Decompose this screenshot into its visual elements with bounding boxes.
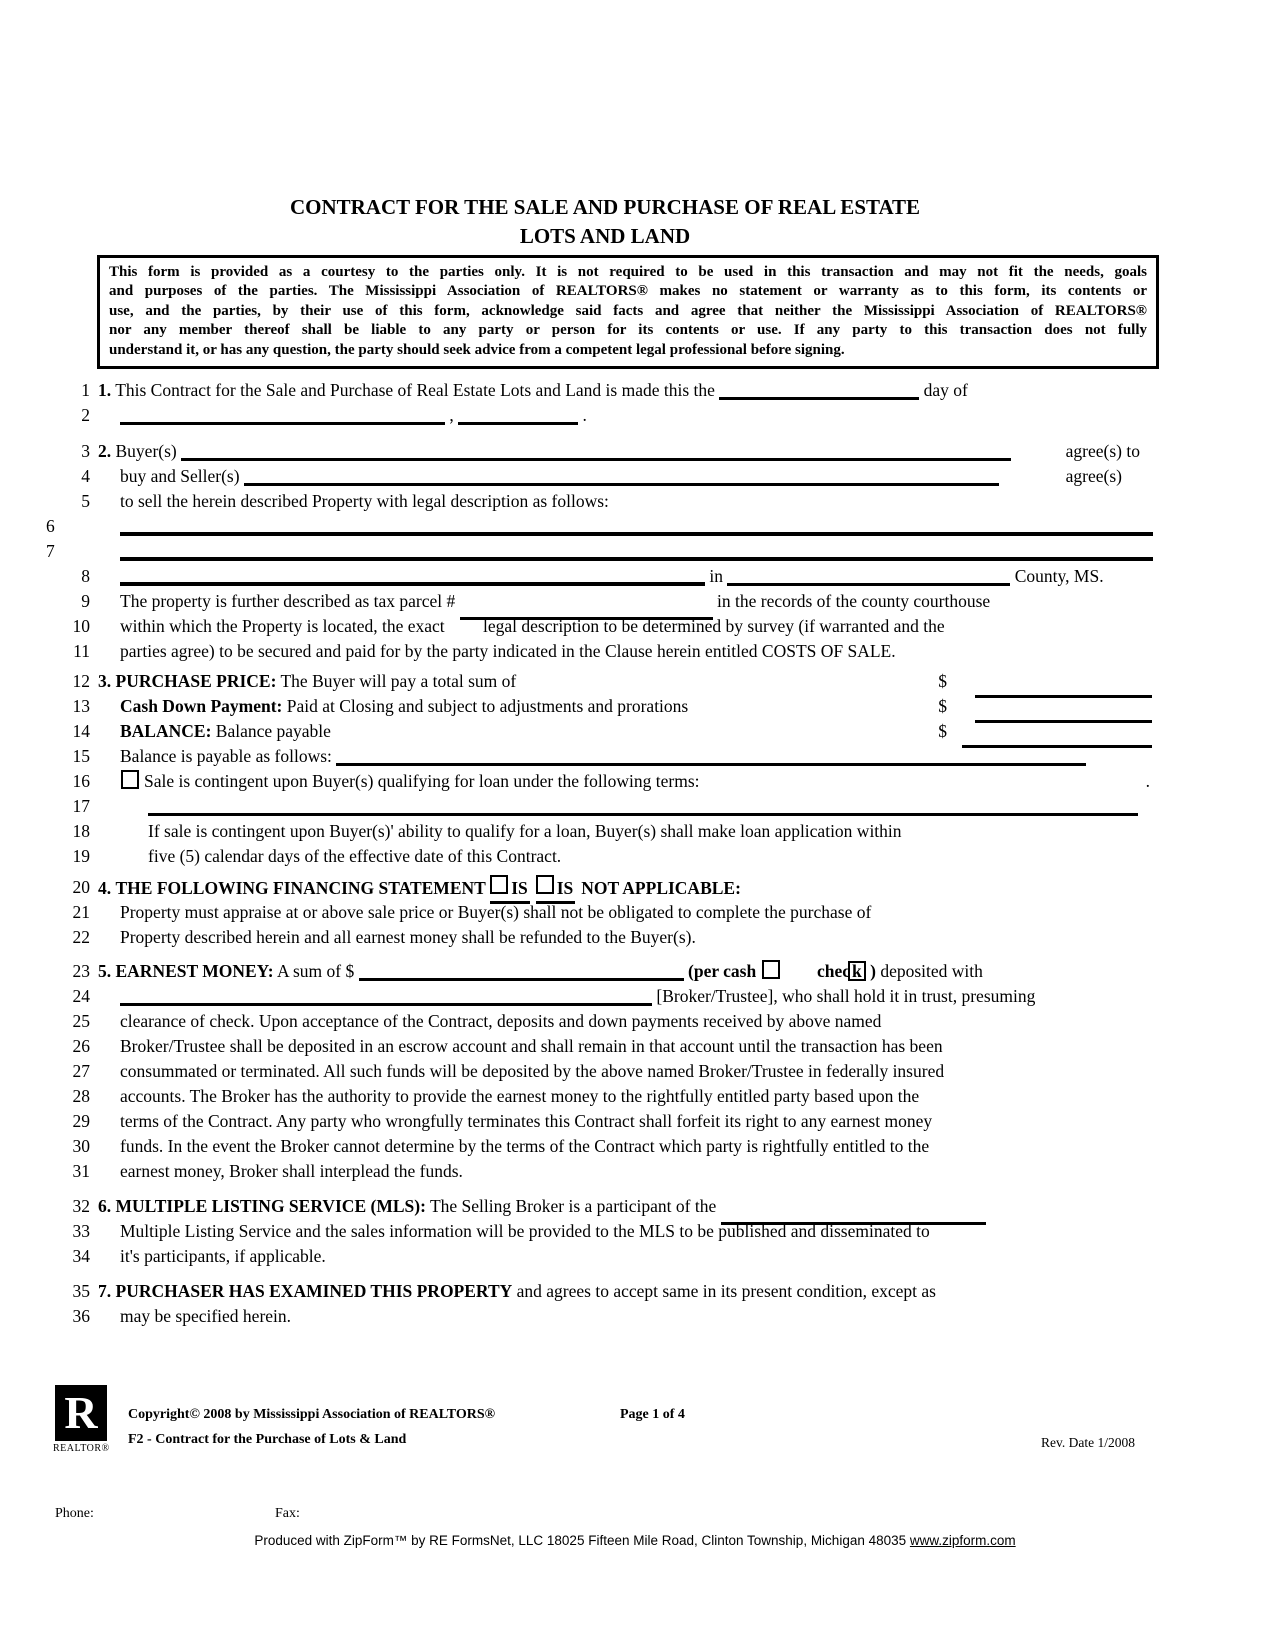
clause-text: in the records of the county courthouse bbox=[717, 591, 991, 611]
title-line-2: LOTS AND LAND bbox=[519, 224, 691, 248]
form-name: F2 - Contract for the Purchase of Lots & Land bbox=[128, 1432, 407, 1447]
clause-text: Balance payable bbox=[215, 721, 331, 741]
line-number: 21 bbox=[72, 902, 90, 922]
line-number: 5 bbox=[81, 491, 90, 511]
clause-text: IS bbox=[556, 878, 574, 898]
line-number: 30 bbox=[72, 1136, 90, 1156]
line-number: 9 bbox=[81, 591, 90, 611]
line-number: 24 bbox=[72, 986, 90, 1006]
realtor-logo-r: R bbox=[64, 1387, 98, 1438]
realtor-logo bbox=[55, 1385, 107, 1441]
check-k-label: k bbox=[852, 961, 862, 981]
clause-text: The property is further described as tax parcel # bbox=[120, 591, 456, 611]
month-blank-field[interactable] bbox=[120, 410, 445, 425]
clause-heading: Cash Down Payment: bbox=[120, 696, 283, 716]
line-24 bbox=[0, 984, 1155, 1009]
line-20 bbox=[0, 875, 1155, 900]
zipform-link[interactable]: www.zipform.com bbox=[909, 1533, 1016, 1548]
clause-text: [Broker/Trustee], who shall hold it in trust, presuming bbox=[656, 986, 1036, 1006]
disclaimer-line: nor any member thereof shall be liable to any party or person for its contents or use. If any party to this transaction does not fully bbox=[109, 322, 1147, 339]
line-number: 33 bbox=[72, 1221, 90, 1241]
line-12 bbox=[0, 669, 1155, 694]
clause-text: agree(s) to bbox=[1065, 441, 1140, 461]
line-32 bbox=[0, 1194, 1155, 1219]
sellers-name-blank-field[interactable] bbox=[244, 471, 999, 486]
clause-text: it's participants, if applicable. bbox=[120, 1246, 326, 1266]
line-number: 28 bbox=[72, 1086, 90, 1106]
line-27 bbox=[0, 1059, 1155, 1084]
county-blank-field[interactable] bbox=[727, 571, 1010, 586]
line-29 bbox=[0, 1109, 1155, 1134]
line-19 bbox=[0, 844, 1155, 869]
line-number: 4 bbox=[81, 466, 90, 486]
line-number: 20 bbox=[72, 877, 90, 897]
clause-text: A sum of $ bbox=[276, 961, 355, 981]
disclaimer-line: and purposes of the parties. The Mississippi Association of REALTORS® makes no statement or warranty as to this form, its contents or bbox=[109, 283, 1147, 300]
buyers-name-blank-field[interactable] bbox=[181, 446, 1011, 461]
clause-heading: NOT APPLICABLE: bbox=[581, 878, 741, 898]
line-number: 13 bbox=[72, 696, 90, 716]
clause-number: 1. bbox=[98, 380, 112, 400]
line-number: 17 bbox=[72, 796, 90, 816]
clause-text: in bbox=[709, 566, 723, 586]
punctuation: ) bbox=[870, 961, 876, 981]
produced-with-text: Produced with ZipForm™ by RE FormsNet, LLC 18025 Fifteen Mile Road, Clinton Township, Michigan 48035 bbox=[254, 1533, 910, 1548]
line-18 bbox=[0, 819, 1155, 844]
clause-text: County, MS. bbox=[1014, 566, 1104, 586]
line-8 bbox=[0, 564, 1155, 589]
clause-number: 2. bbox=[98, 441, 112, 461]
dollar-sign: $ bbox=[938, 721, 947, 741]
clause-text: IS bbox=[511, 878, 528, 898]
dollar-sign: $ bbox=[938, 671, 947, 691]
document-title bbox=[50, 193, 1160, 251]
is-not-applicable-checkbox[interactable] bbox=[536, 875, 554, 894]
earnest-money-amount-blank-field[interactable] bbox=[359, 966, 684, 981]
line-9 bbox=[0, 589, 1155, 614]
legal-description-blank-field[interactable] bbox=[120, 545, 1153, 561]
clause-text: Property must appraise at or above sale price or Buyer(s) shall not be obligated to complete the purchase of bbox=[120, 902, 872, 922]
clause-heading: MULTIPLE LISTING SERVICE (MLS): bbox=[115, 1196, 426, 1216]
line-number: 22 bbox=[72, 927, 90, 947]
clause-heading: EARNEST MONEY: bbox=[115, 961, 274, 981]
clause-heading: THE FOLLOWING FINANCING STATEMENT bbox=[115, 878, 486, 898]
punctuation: . bbox=[582, 405, 587, 425]
clause-text: consummated or terminated. All such funds will be deposited by the above named Broker/Trustee in federally insured bbox=[120, 1061, 945, 1081]
clause-text: Buyer(s) bbox=[115, 441, 177, 461]
line-number: 25 bbox=[72, 1011, 90, 1031]
line-34 bbox=[0, 1244, 1155, 1269]
legal-description-blank-field[interactable] bbox=[120, 520, 1153, 536]
line-35 bbox=[0, 1279, 1155, 1304]
realtor-logo-label: REALTOR® bbox=[53, 1443, 110, 1454]
line-number: 12 bbox=[72, 671, 90, 691]
line-number: 26 bbox=[72, 1036, 90, 1056]
line-22 bbox=[0, 925, 1155, 950]
clause-text: within which the Property is located, the exact bbox=[120, 616, 445, 636]
clause-text: funds. In the event the Broker cannot determine by the terms of the Contract which party is rightfully entitled to the bbox=[120, 1136, 930, 1156]
clause-text: The Selling Broker is a participant of the bbox=[429, 1196, 717, 1216]
clause-heading: BALANCE: bbox=[120, 721, 212, 741]
line-3 bbox=[0, 439, 1155, 464]
clause-text: This Contract for the Sale and Purchase of Real Estate Lots and Land is made this the bbox=[115, 380, 715, 400]
disclaimer-line: understand it, or has any question, the party should seek advice from a competent legal professional before signing. bbox=[109, 341, 845, 358]
line-number: 29 bbox=[72, 1111, 90, 1131]
cash-checkbox[interactable] bbox=[762, 960, 780, 979]
fax-label: Fax: bbox=[275, 1506, 300, 1521]
clause-text: Balance is payable as follows: bbox=[120, 746, 332, 766]
line-21 bbox=[0, 900, 1155, 925]
clause-text: and agrees to accept same in its present condition, except as bbox=[516, 1281, 936, 1301]
line-17 bbox=[0, 794, 1155, 819]
line-4 bbox=[0, 464, 1155, 489]
line-number: 34 bbox=[72, 1246, 90, 1266]
line-number: 32 bbox=[72, 1196, 90, 1216]
clause-text: clearance of check. Upon acceptance of the Contract, deposits and down payments received by above named bbox=[120, 1011, 882, 1031]
clause-text: buy and Seller(s) bbox=[120, 466, 240, 486]
balance-terms-blank-field[interactable] bbox=[336, 751, 1086, 766]
title-line-1: CONTRACT FOR THE SALE AND PURCHASE OF REAL ESTATE bbox=[289, 195, 921, 219]
year-blank-field[interactable] bbox=[458, 410, 578, 425]
legal-description-blank-field[interactable] bbox=[120, 570, 705, 586]
line-30 bbox=[0, 1134, 1155, 1159]
line-number: 7 bbox=[46, 541, 55, 561]
loan-terms-blank-field[interactable] bbox=[148, 801, 1138, 816]
clause-number: 7. bbox=[98, 1281, 112, 1301]
line-2 bbox=[0, 403, 1155, 428]
clause-text: parties agree) to be secured and paid for by the party indicated in the Clause herein entitled COSTS OF SALE. bbox=[120, 641, 896, 661]
line-number: 16 bbox=[72, 771, 90, 791]
clause-text: Broker/Trustee shall be deposited in an escrow account and shall remain in that account until the transaction has been bbox=[120, 1036, 943, 1056]
line-23 bbox=[0, 959, 1155, 984]
line-number: 23 bbox=[72, 961, 90, 981]
clause-text: accounts. The Broker has the authority to provide the earnest money to the rightfully entitled party based upon the bbox=[120, 1086, 920, 1106]
line-28 bbox=[0, 1084, 1155, 1109]
clause-text: agree(s) bbox=[1065, 466, 1122, 486]
line-number: 15 bbox=[72, 746, 90, 766]
produced-with-line bbox=[40, 1533, 1230, 1548]
clause-text: Multiple Listing Service and the sales information will be provided to the MLS to be published and disseminated to bbox=[120, 1221, 930, 1241]
clause-number: 6. bbox=[98, 1196, 112, 1216]
line-number: 31 bbox=[72, 1161, 90, 1181]
punctuation: , bbox=[449, 405, 454, 425]
clause-heading: PURCHASE PRICE: bbox=[115, 671, 277, 691]
punctuation: . bbox=[1145, 771, 1150, 791]
line-number: 6 bbox=[46, 516, 55, 536]
line-36 bbox=[0, 1304, 1155, 1329]
line-5 bbox=[0, 489, 1155, 514]
clause-text: terms of the Contract. Any party who wrongfully terminates this Contract shall forfeit its right to any earnest money bbox=[120, 1111, 933, 1131]
clause-number: 4. bbox=[98, 878, 112, 898]
line-number: 19 bbox=[72, 846, 90, 866]
line-26 bbox=[0, 1034, 1155, 1059]
revision-date: Rev. Date 1/2008 bbox=[1041, 1435, 1135, 1450]
clause-text: Property described herein and all earnest money shall be refunded to the Buyer(s). bbox=[120, 927, 696, 947]
line-number: 36 bbox=[72, 1306, 90, 1326]
clause-number: 5. bbox=[98, 961, 112, 981]
line-7 bbox=[0, 539, 1155, 564]
day-blank-field[interactable] bbox=[719, 385, 919, 400]
clause-text: chec bbox=[816, 961, 851, 981]
line-6 bbox=[0, 514, 1155, 539]
line-number: 35 bbox=[72, 1281, 90, 1301]
disclaimer-line: use, and the parties, by their use of this form, acknowledge said facts and agree that neither the Mississippi Association of REALTORS® bbox=[109, 302, 1147, 319]
check-checkbox[interactable] bbox=[848, 961, 866, 981]
clause-text: Paid at Closing and subject to adjustments and prorations bbox=[286, 696, 689, 716]
clause-text: deposited with bbox=[880, 961, 983, 981]
line-number: 10 bbox=[72, 616, 90, 636]
contract-body bbox=[0, 378, 1155, 1329]
line-number: 1 bbox=[81, 380, 90, 400]
line-16 bbox=[0, 769, 1155, 794]
line-number: 11 bbox=[73, 641, 90, 661]
line-number: 3 bbox=[81, 441, 90, 461]
line-25 bbox=[0, 1009, 1155, 1034]
page-number: Page 1 of 4 bbox=[620, 1407, 685, 1422]
line-15 bbox=[0, 744, 1155, 769]
clause-text: If sale is contingent upon Buyer(s)' ability to qualify for a loan, Buyer(s) shall make loan application within bbox=[148, 821, 902, 841]
line-14 bbox=[0, 719, 1155, 744]
line-10 bbox=[0, 614, 1155, 639]
clause-number: 3. bbox=[98, 671, 112, 691]
clause-text: may be specified herein. bbox=[120, 1306, 292, 1326]
clause-text: legal description to be determined by survey (if warranted and the bbox=[483, 616, 945, 636]
phone-label: Phone: bbox=[55, 1506, 94, 1521]
line-33 bbox=[0, 1219, 1155, 1244]
clause-text: The Buyer will pay a total sum of bbox=[280, 671, 517, 691]
clause-heading: PURCHASER HAS EXAMINED THIS PROPERTY bbox=[115, 1281, 513, 1301]
line-11 bbox=[0, 639, 1155, 664]
dollar-sign: $ bbox=[938, 696, 947, 716]
line-31 bbox=[0, 1159, 1155, 1184]
clause-text: Sale is contingent upon Buyer(s) qualifying for loan under the following terms: bbox=[144, 771, 700, 791]
broker-trustee-blank-field[interactable] bbox=[120, 991, 652, 1006]
line-number: 2 bbox=[81, 405, 90, 425]
clause-text: five (5) calendar days of the effective date of this Contract. bbox=[148, 846, 562, 866]
disclaimer-box bbox=[97, 255, 1159, 369]
line-number: 18 bbox=[72, 821, 90, 841]
clause-text: earnest money, Broker shall interplead the funds. bbox=[120, 1161, 463, 1181]
clause-text: (per cash bbox=[688, 961, 757, 981]
clause-text: to sell the herein described Property with legal description as follows: bbox=[120, 491, 609, 511]
copyright-text: Copyright© 2008 by Mississippi Association of REALTORS® bbox=[128, 1407, 496, 1422]
line-number: 27 bbox=[72, 1061, 90, 1081]
line-number: 14 bbox=[72, 721, 90, 741]
line-13 bbox=[0, 694, 1155, 719]
clause-text: day of bbox=[923, 380, 968, 400]
disclaimer-line: This form is provided as a courtesy to the parties only. It is not required to be used in this transaction and may not fit the needs, goals bbox=[109, 264, 1147, 280]
line-1 bbox=[0, 378, 1155, 403]
loan-contingency-checkbox[interactable] bbox=[121, 770, 139, 789]
line-number: 8 bbox=[81, 566, 90, 586]
is-applicable-checkbox[interactable] bbox=[490, 875, 508, 894]
